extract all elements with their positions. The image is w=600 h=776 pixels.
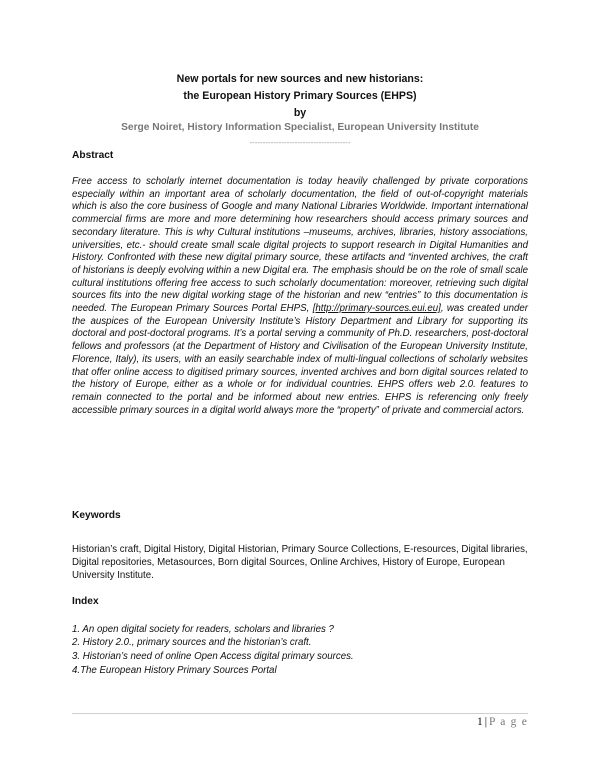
title-line-2: the European History Primary Sources (EHPS): [183, 90, 417, 102]
page-label: P a g e: [489, 716, 528, 728]
abstract-text: [72, 176, 528, 417]
title-line-1: New portals for new sources and new historians:: [176, 73, 424, 85]
abstract-text-before-link: Free access to scholarly internet documentation is today heavily challenged by private corporations especially within an important area of scholarly documentation, the field of out-of-copyright materials which is also the core business of Google and many National Libraries Worldwide. Important international commercial firms are more and more determining how researchers should access primary sources and secondary literature. This is why Cultural institutions –museums, archives, libraries, history associations, universities, etc.- should create small scale digital projects to support research in Digital Humanities and History. Confronted with these new digital primary source, these artifacts and “invented archives, the craft of historians is deeply evolving within a new Digital era. The emphasis should be on the role of small scale cultural institutions offering free access to such scholarly documentation: moreover, retrieving such digital sources fits into the new digital working stage of the historian and new “entries” to this documentation is needed. The European Primary Sources Portal EHPS,: [72, 176, 528, 315]
index-item: 1. An open digital society for readers, scholars and libraries ?: [72, 624, 334, 635]
footer-rule: [72, 713, 528, 714]
title-separator: --------------------------------------: [249, 138, 351, 147]
abstract-heading: Abstract: [72, 150, 114, 161]
ehps-link[interactable]: [http://primary-sources.eui.eu]: [312, 303, 441, 315]
page-footer: [477, 716, 528, 728]
footer-divider: |: [484, 716, 488, 728]
abstract-text-after-link: , was created under the auspices of the European University Institute’s History Department and Library for supporting its doctoral and post-doctoral programs. It’s a portal serving a community of Ph.D. researchers, post-doctoral fellows and professors (at the Department of History and Civilisation of the European University Institute, Florence, Italy), its users, with an easily searchable index of multi-lingual collections of scholarly websites that offer online access to digitised primary sources, invented archives and born digital sources related to the history of Europe, either as a whole or for individual countries. EHPS offers web 2.0. features to remain connected to the portal and be informed about new entries. EHPS is referencing only freely accessible primary sources in a digital world always more the “property” of private and commercial actors.: [72, 303, 528, 416]
title-by: by: [293, 107, 307, 119]
index-item: 2. History 2.0., primary sources and the historian’s craft.: [72, 637, 312, 648]
keywords-text: Historian’s craft, Digital History, Digital Historian, Primary Source Collections, E-resources, Digital libraries, Digital repositories, Metasources, Born digital Sources, Online Archives, History of Europe, European University Institute.: [72, 544, 528, 581]
page-number: 1: [476, 716, 483, 728]
keywords-heading: Keywords: [72, 510, 121, 521]
index-heading: Index: [72, 596, 99, 607]
index-item: 3. Historian’s need of online Open Access digital primary sources.: [72, 651, 354, 662]
index-item: 4.The European History Primary Sources Portal: [72, 665, 277, 676]
author-line: Serge Noiret, History Information Specialist, European University Institute: [121, 122, 479, 133]
